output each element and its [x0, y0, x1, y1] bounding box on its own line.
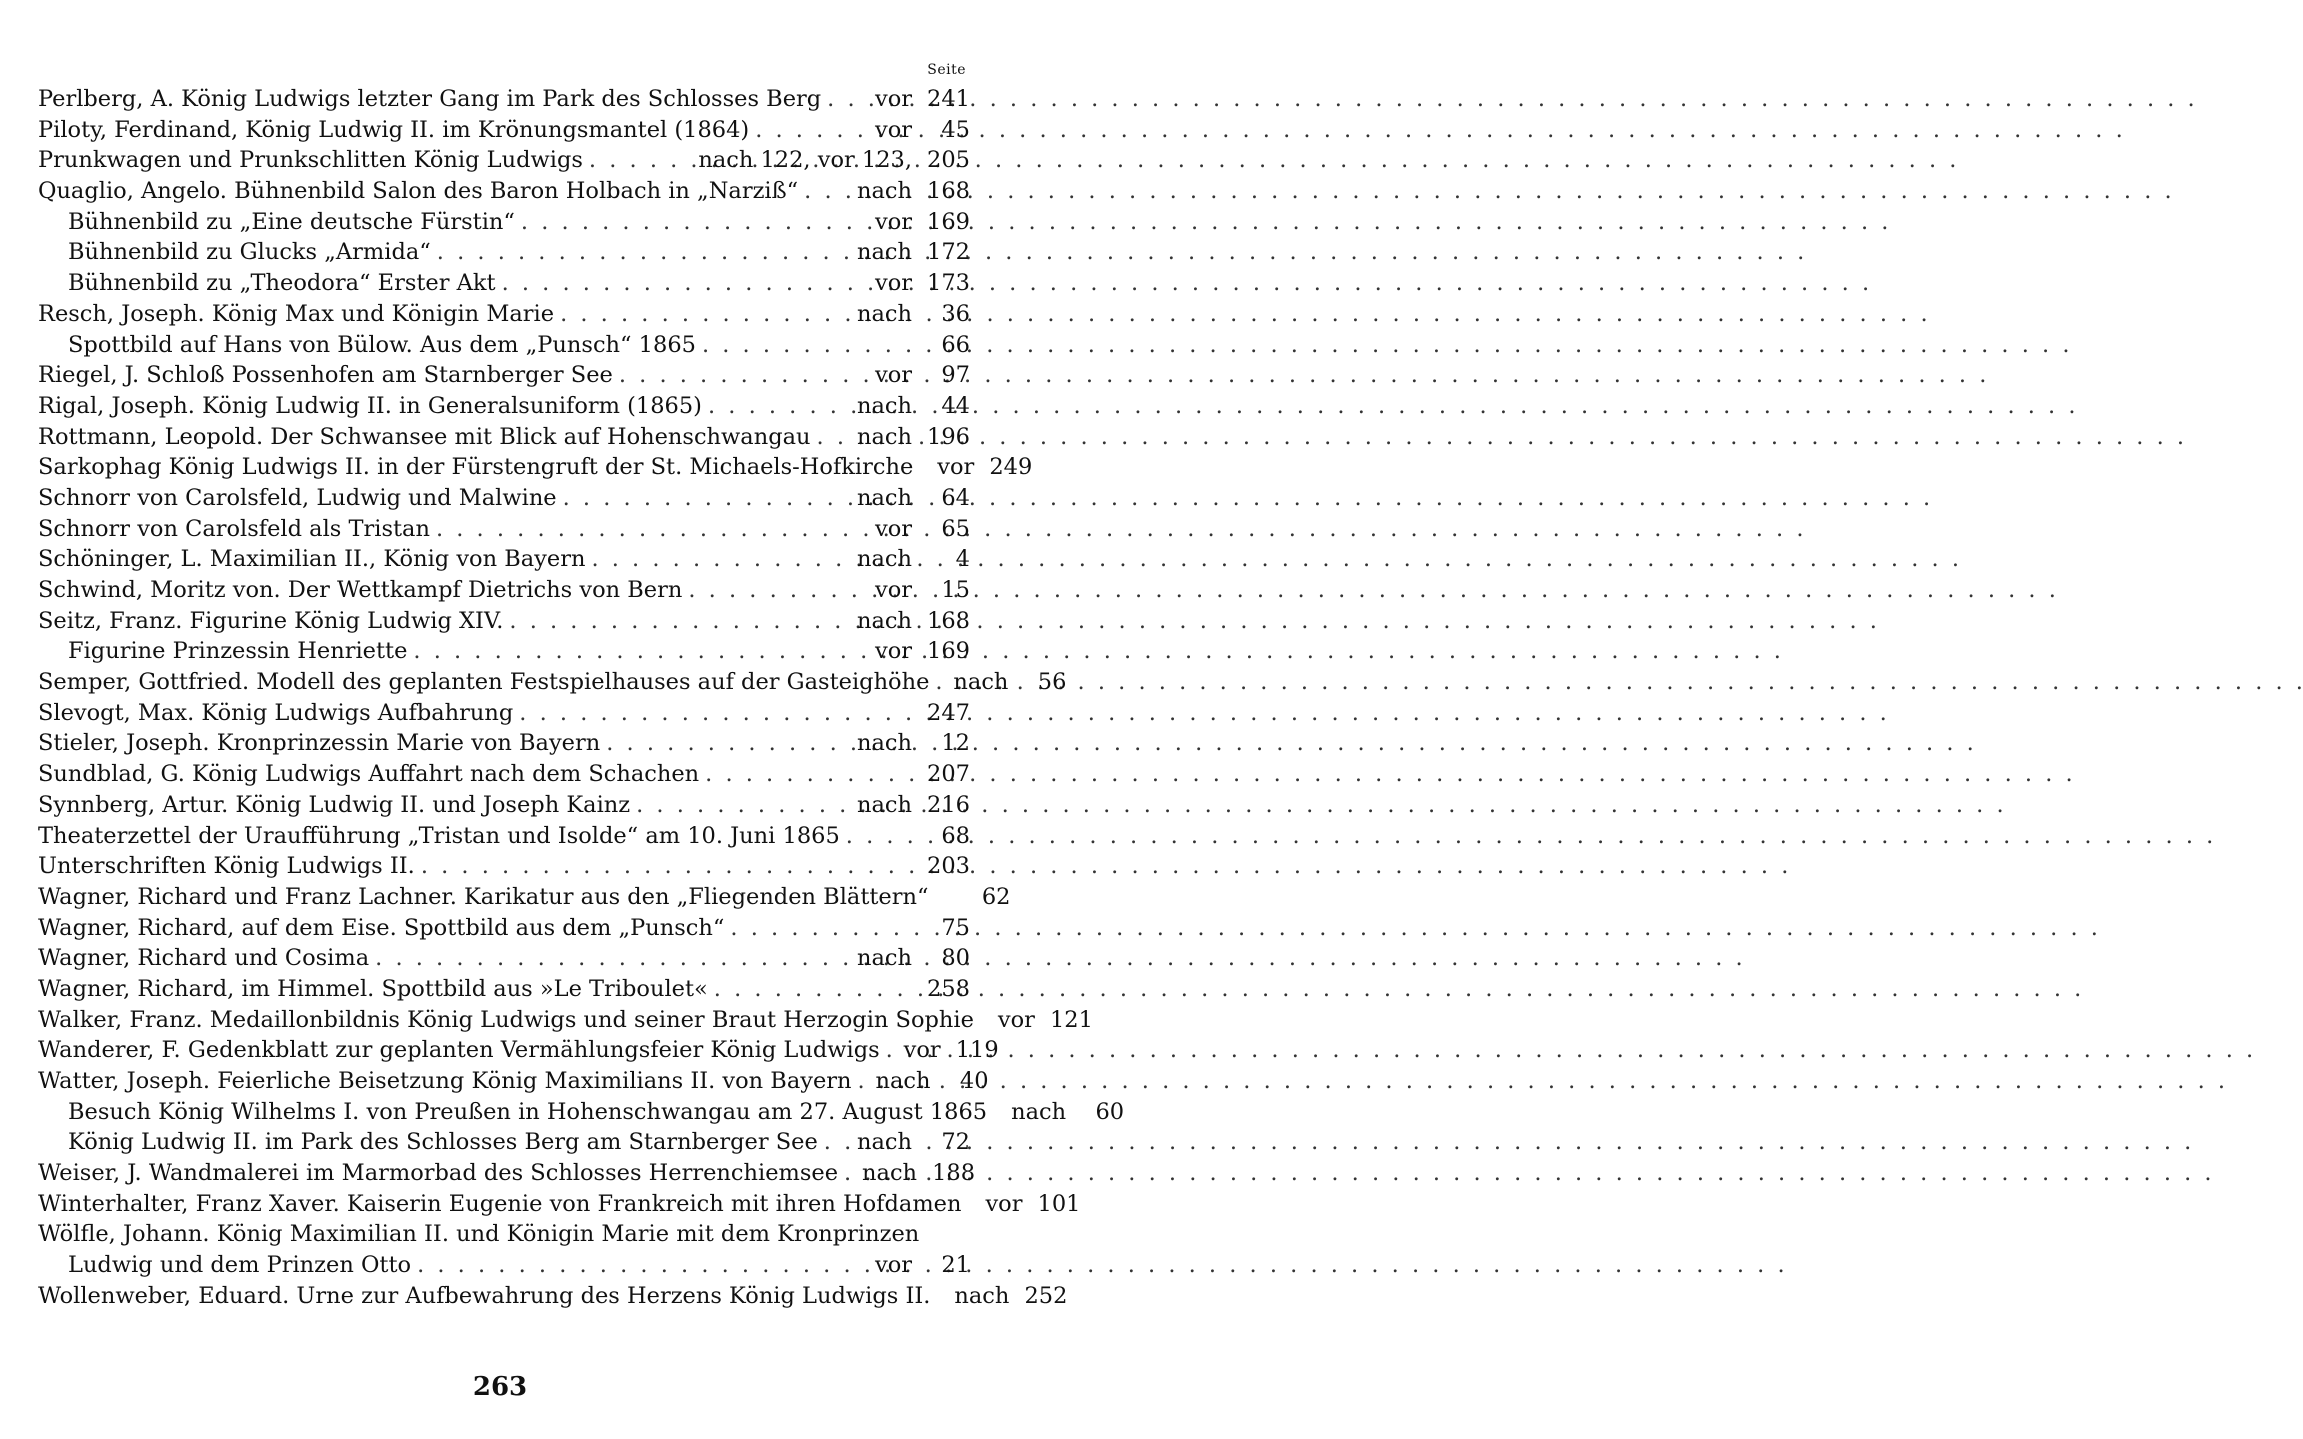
index-entry [38, 483, 970, 514]
entry-page-number: 207 [927, 761, 970, 788]
entry-title: Wollenweber, Eduard. Urne zur Aufbewahrung des Herzens König Ludwigs II. [38, 1282, 931, 1309]
entry-title: Quaglio, Angelo. Bühnenbild Salon des Baron Holbach in „Narziß“ [38, 178, 799, 205]
entry-position: nach [857, 300, 912, 327]
index-entry-row [38, 821, 970, 851]
index-entry-row [38, 544, 970, 574]
entry-page-number: 101 [1037, 1190, 1081, 1217]
index-entry [38, 1066, 989, 1097]
index-entry-row [38, 882, 1011, 912]
index-entry [38, 207, 970, 238]
entry-title: Ludwig und dem Prinzen Otto [68, 1252, 412, 1279]
entry-position: nach [857, 945, 912, 972]
entry-title: Bühnenbild zu „Eine deutsche Fürstin“ [68, 208, 515, 235]
index-entry-row [38, 391, 970, 421]
entry-position: nach [862, 1160, 918, 1187]
entry-title: Wagner, Richard, auf dem Eise. Spottbild aus dem „Punsch“ [38, 914, 725, 941]
entry-title: Unterschriften König Ludwigs II. [38, 853, 415, 880]
entry-title: Besuch König Wilhelms I. von Preußen in Hohenschwangau am 27. August 1865 [68, 1098, 988, 1125]
entry-title: Seitz, Franz. Figurine König Ludwig XIV. [38, 607, 504, 634]
entry-position: nach [1011, 1098, 1067, 1125]
entry-page-number: 168 [927, 178, 970, 205]
entry-title: Wanderer, F. Gedenkblatt zur geplanten Vermählungsfeier König Ludwigs [38, 1037, 880, 1064]
entry-page-number: 62 [981, 883, 1011, 910]
dot-leader [563, 483, 851, 513]
index-entry [38, 237, 970, 268]
dot-leader [606, 728, 851, 758]
index-entry [38, 1250, 970, 1281]
entry-title: Wagner, Richard und Franz Lachner. Karikatur aus den „Fliegenden Blättern“ [38, 883, 929, 910]
dot-leader [817, 422, 851, 452]
entry-position: vor [874, 638, 912, 665]
entry-position: nach [857, 607, 912, 634]
entry-position: vor [874, 577, 912, 603]
entry-position: vor [874, 362, 912, 389]
entry-page-number: 196 [927, 423, 970, 450]
entry-position: nach [857, 239, 912, 266]
index-entry [38, 974, 970, 1005]
entry-position: nach [857, 546, 912, 573]
entry-title: Schöninger, L. Maximilian II., König von Bayern [38, 546, 586, 573]
entry-title: Bühnenbild zu Glucks „Armida“ [68, 239, 431, 266]
entry-page-number: 45 [941, 116, 970, 143]
entry-page-number: 40 [959, 1068, 989, 1094]
entry-page-number: 252 [1024, 1282, 1068, 1309]
index-entry [38, 1281, 1068, 1312]
entry-title: Bühnenbild zu „Theodora“ Erster Akt [68, 270, 496, 297]
entry-page-number: 66 [941, 331, 970, 358]
entry-page-number: 205 [927, 147, 970, 174]
dot-leader [935, 667, 947, 697]
index-entry [38, 544, 970, 575]
index-entry-row [38, 1158, 976, 1188]
entry-page-number: 249 [989, 454, 1033, 481]
entry-position: vor [937, 454, 975, 481]
index-entry [38, 821, 970, 852]
entry-title: Wagner, Richard, im Himmel. Spottbild aus »Le Triboulet« [38, 975, 708, 1002]
entry-page-number: 168 [927, 607, 970, 634]
index-entry-row [38, 84, 970, 114]
entry-title: Theaterzettel der Uraufführung „Tristan und Isolde“ am 10. Juni 1865 [38, 822, 840, 849]
dot-leader [705, 759, 906, 789]
entry-title: Riegel, J. Schloß Possenhofen am Starnberger See [38, 362, 613, 389]
entry-position: nach [857, 484, 912, 511]
index-entry [38, 728, 970, 759]
entry-position: nach [954, 1282, 1010, 1309]
index-entry [38, 145, 970, 176]
entry-page-number: 72 [941, 1129, 970, 1156]
entry-page-number: 80 [941, 945, 970, 972]
entry-position: nach [953, 669, 1009, 696]
entry-title: Sarkophag König Ludwigs II. in der Fürstengruft der St. Michaels-Hofkirche [38, 454, 914, 481]
index-entry-row [38, 1189, 1081, 1219]
index-entry-row [38, 759, 970, 789]
index-entry-row [38, 145, 970, 175]
dot-leader [519, 698, 906, 728]
index-entry-row [38, 1250, 970, 1280]
index-entry [38, 176, 970, 207]
entry-position: nach [857, 730, 912, 757]
dot-leader [589, 145, 692, 175]
entry-page-number: 15 [941, 577, 970, 603]
dot-leader [714, 974, 906, 1004]
entry-page-number: 247 [927, 699, 970, 726]
column-header-seite: Seite [927, 62, 966, 78]
index-entry-row [38, 575, 970, 605]
dot-leader [436, 514, 869, 544]
entry-page-number: 60 [1095, 1098, 1125, 1125]
index-entry-row [38, 268, 970, 298]
entry-page-number: 44 [941, 392, 970, 419]
index-entry [38, 452, 1033, 483]
dot-leader [521, 207, 869, 237]
dot-leader [702, 330, 906, 360]
index-entry [38, 913, 970, 944]
dot-leader [846, 821, 906, 851]
entry-title: Figurine Prinzessin Henriette [68, 638, 408, 665]
entry-page-number: 173 [927, 270, 970, 297]
index-entry-row [38, 851, 970, 881]
index-entry [38, 1035, 999, 1066]
entry-title: Rigal, Joseph. König Ludwig II. in Generalsuniform (1865) [38, 392, 702, 419]
dot-leader [858, 1066, 870, 1096]
index-entry [38, 1005, 1093, 1036]
entry-position: nach [857, 1129, 912, 1156]
entry-page-number: 56 [1037, 669, 1067, 696]
dot-leader [413, 636, 869, 666]
entry-title: Semper, Gottfried. Modell des geplanten Festspielhauses auf der Gasteighöhe [38, 669, 930, 696]
index-entry [38, 851, 970, 882]
dot-leader [375, 943, 851, 973]
index-entry [38, 514, 970, 545]
entry-title: Sundblad, G. König Ludwigs Auffahrt nach dem Schachen [38, 761, 700, 788]
dot-leader [636, 790, 851, 820]
index-entry [38, 943, 970, 974]
dot-leader [560, 299, 851, 329]
index-entry-row [38, 1281, 1068, 1311]
entry-page-number: 258 [927, 975, 970, 1002]
entry-position: nach 122, vor 123, [698, 147, 912, 174]
index-entry [38, 790, 970, 821]
entry-title: Perlberg, A. König Ludwigs letzter Gang im Park des Schlosses Berg [38, 86, 822, 112]
index-entry [38, 330, 970, 361]
entry-position: vor [874, 208, 912, 235]
dot-leader [827, 84, 869, 114]
index-entry-row [38, 913, 970, 943]
entry-title: Schwind, Moritz von. Der Wettkampf Dietrichs von Bern [38, 577, 683, 603]
index-entry [38, 606, 970, 637]
entry-title: Watter, Joseph. Feierliche Beisetzung König Maximilians II. von Bayern [38, 1068, 852, 1094]
entry-page-number: 12 [941, 730, 970, 757]
index-entry-row [38, 176, 970, 206]
dot-leader [509, 606, 851, 636]
entry-position: nach [857, 392, 912, 419]
entry-title: König Ludwig II. im Park des Schlosses Berg am Starnberger See [68, 1129, 818, 1156]
dot-leader [421, 851, 906, 881]
entry-page-number: 241 [927, 86, 970, 112]
index-entry [38, 759, 970, 790]
index-entry-row [38, 514, 970, 544]
page-number: 263 [472, 1372, 528, 1402]
entry-title: Slevogt, Max. König Ludwigs Aufbahrung [38, 699, 514, 726]
entry-page-number: 64 [941, 484, 970, 511]
entry-title: Rottmann, Leopold. Der Schwansee mit Blick auf Hohenschwangau [38, 423, 811, 450]
entry-page-number: 119 [955, 1037, 999, 1064]
index-entry [38, 299, 970, 330]
entry-page-number: 169 [927, 208, 970, 235]
entry-title: Piloty, Ferdinand, König Ludwig II. im Krönungsmantel (1864) [38, 116, 750, 143]
entry-title: Schnorr von Carolsfeld als Tristan [38, 515, 430, 542]
index-entry-row [38, 698, 970, 728]
entry-position: vor [874, 515, 912, 542]
entry-title: Walker, Franz. Medaillonbildnis König Ludwigs und seiner Braut Herzogin Sophie [38, 1006, 974, 1033]
index-entry-row [38, 299, 970, 329]
entry-title: Wölfle, Johann. König Maximilian II. und Königin Marie mit dem Kronprinzen [38, 1221, 920, 1248]
index-entry-row [38, 422, 970, 452]
index-entry [38, 698, 970, 729]
entry-page-number: 65 [941, 515, 970, 542]
index-entry-row [38, 943, 970, 973]
entry-page-number: 216 [927, 791, 970, 818]
entry-position: vor [874, 270, 912, 297]
index-entry [38, 1127, 970, 1158]
entry-position: nach [857, 791, 912, 818]
index-entry [38, 1097, 1125, 1128]
entry-title: Synnberg, Artur. König Ludwig II. und Joseph Kainz [38, 791, 631, 818]
entry-title: Winterhalter, Franz Xaver. Kaiserin Eugenie von Frankreich mit ihren Hofdamen [38, 1190, 962, 1217]
entry-position: nach [857, 178, 912, 205]
index-entry [38, 882, 1011, 913]
entry-page-number: 188 [932, 1160, 976, 1187]
dot-leader [591, 544, 851, 574]
entry-title: Wagner, Richard und Cosima [38, 945, 370, 972]
index-entry-row [38, 1066, 989, 1096]
entry-position: vor [874, 116, 912, 143]
entry-title: Weiser, J. Wandmalerei im Marmorbad des Schlosses Herrenchiemsee [38, 1160, 839, 1187]
dot-leader [886, 1035, 898, 1065]
index-entry-row [38, 790, 970, 820]
entry-title: Spottbild auf Hans von Bülow. Aus dem „Punsch“ 1865 [68, 331, 696, 358]
entry-position: vor [874, 86, 912, 112]
index-entry-row [38, 1097, 1125, 1127]
index-entry [38, 422, 970, 453]
entry-title: Resch, Joseph. König Max und Königin Marie [38, 300, 555, 327]
entry-position: nach [875, 1068, 931, 1094]
index-entry [38, 268, 970, 299]
index-entry-row [38, 207, 970, 237]
entry-page-number: 75 [941, 914, 970, 941]
dot-leader [804, 176, 851, 206]
index-entry-row [38, 330, 970, 360]
dot-leader [502, 268, 869, 298]
index-entry-row [38, 667, 1067, 697]
index-entry [38, 636, 970, 667]
index-entry-list [38, 84, 1125, 1312]
entry-page-number: 36 [941, 300, 970, 327]
index-entry-row [38, 452, 1033, 482]
dot-leader [730, 913, 906, 943]
entry-title: Prunkwagen und Prunkschlitten König Ludwigs [38, 147, 583, 174]
dot-leader [708, 391, 851, 421]
entry-title: Stieler, Joseph. Kronprinzessin Marie von Bayern [38, 730, 601, 757]
index-entry [38, 1219, 970, 1250]
index-entry [38, 84, 970, 115]
index-entry-row [38, 636, 970, 666]
index-entry-row [38, 1219, 970, 1249]
entry-position: vor [985, 1190, 1023, 1217]
entry-position: nach [857, 423, 912, 450]
entry-position: vor [903, 1037, 941, 1064]
entry-position: vor [874, 1252, 912, 1279]
entry-page-number: 203 [927, 853, 970, 880]
index-entry-row [38, 974, 970, 1004]
index-entry [38, 391, 970, 422]
index-entry-row [38, 237, 970, 267]
dot-leader [619, 360, 869, 390]
entry-position: vor [997, 1006, 1035, 1033]
index-entry-row [38, 728, 970, 758]
index-entry-row [38, 1005, 1093, 1035]
index-entry [38, 667, 1067, 698]
dot-leader [755, 115, 869, 145]
entry-page-number: 68 [941, 822, 970, 849]
index-entry-row [38, 115, 970, 145]
entry-page-number: 97 [941, 362, 970, 389]
index-entry-row [38, 483, 970, 513]
index-entry-row [38, 360, 970, 390]
index-entry [38, 360, 970, 391]
index-entry-row [38, 1127, 970, 1157]
dot-leader [688, 575, 869, 605]
entry-page-number: 121 [1049, 1006, 1093, 1033]
dot-leader [844, 1158, 856, 1188]
entry-page-number: 4 [955, 546, 970, 573]
index-entry [38, 575, 970, 606]
index-entry [38, 115, 970, 146]
entry-page-number: 169 [927, 638, 970, 665]
index-page [0, 0, 1125, 1439]
index-entry [38, 1189, 1081, 1220]
entry-page-number: 21 [941, 1252, 970, 1279]
dot-leader [417, 1250, 869, 1280]
index-entry-row [38, 606, 970, 636]
dot-leader [824, 1127, 851, 1157]
index-entry-row [38, 1035, 999, 1065]
index-entry [38, 1158, 976, 1189]
entry-page-number: 172 [927, 239, 970, 266]
entry-title: Schnorr von Carolsfeld, Ludwig und Malwine [38, 484, 557, 511]
dot-leader [437, 237, 851, 267]
